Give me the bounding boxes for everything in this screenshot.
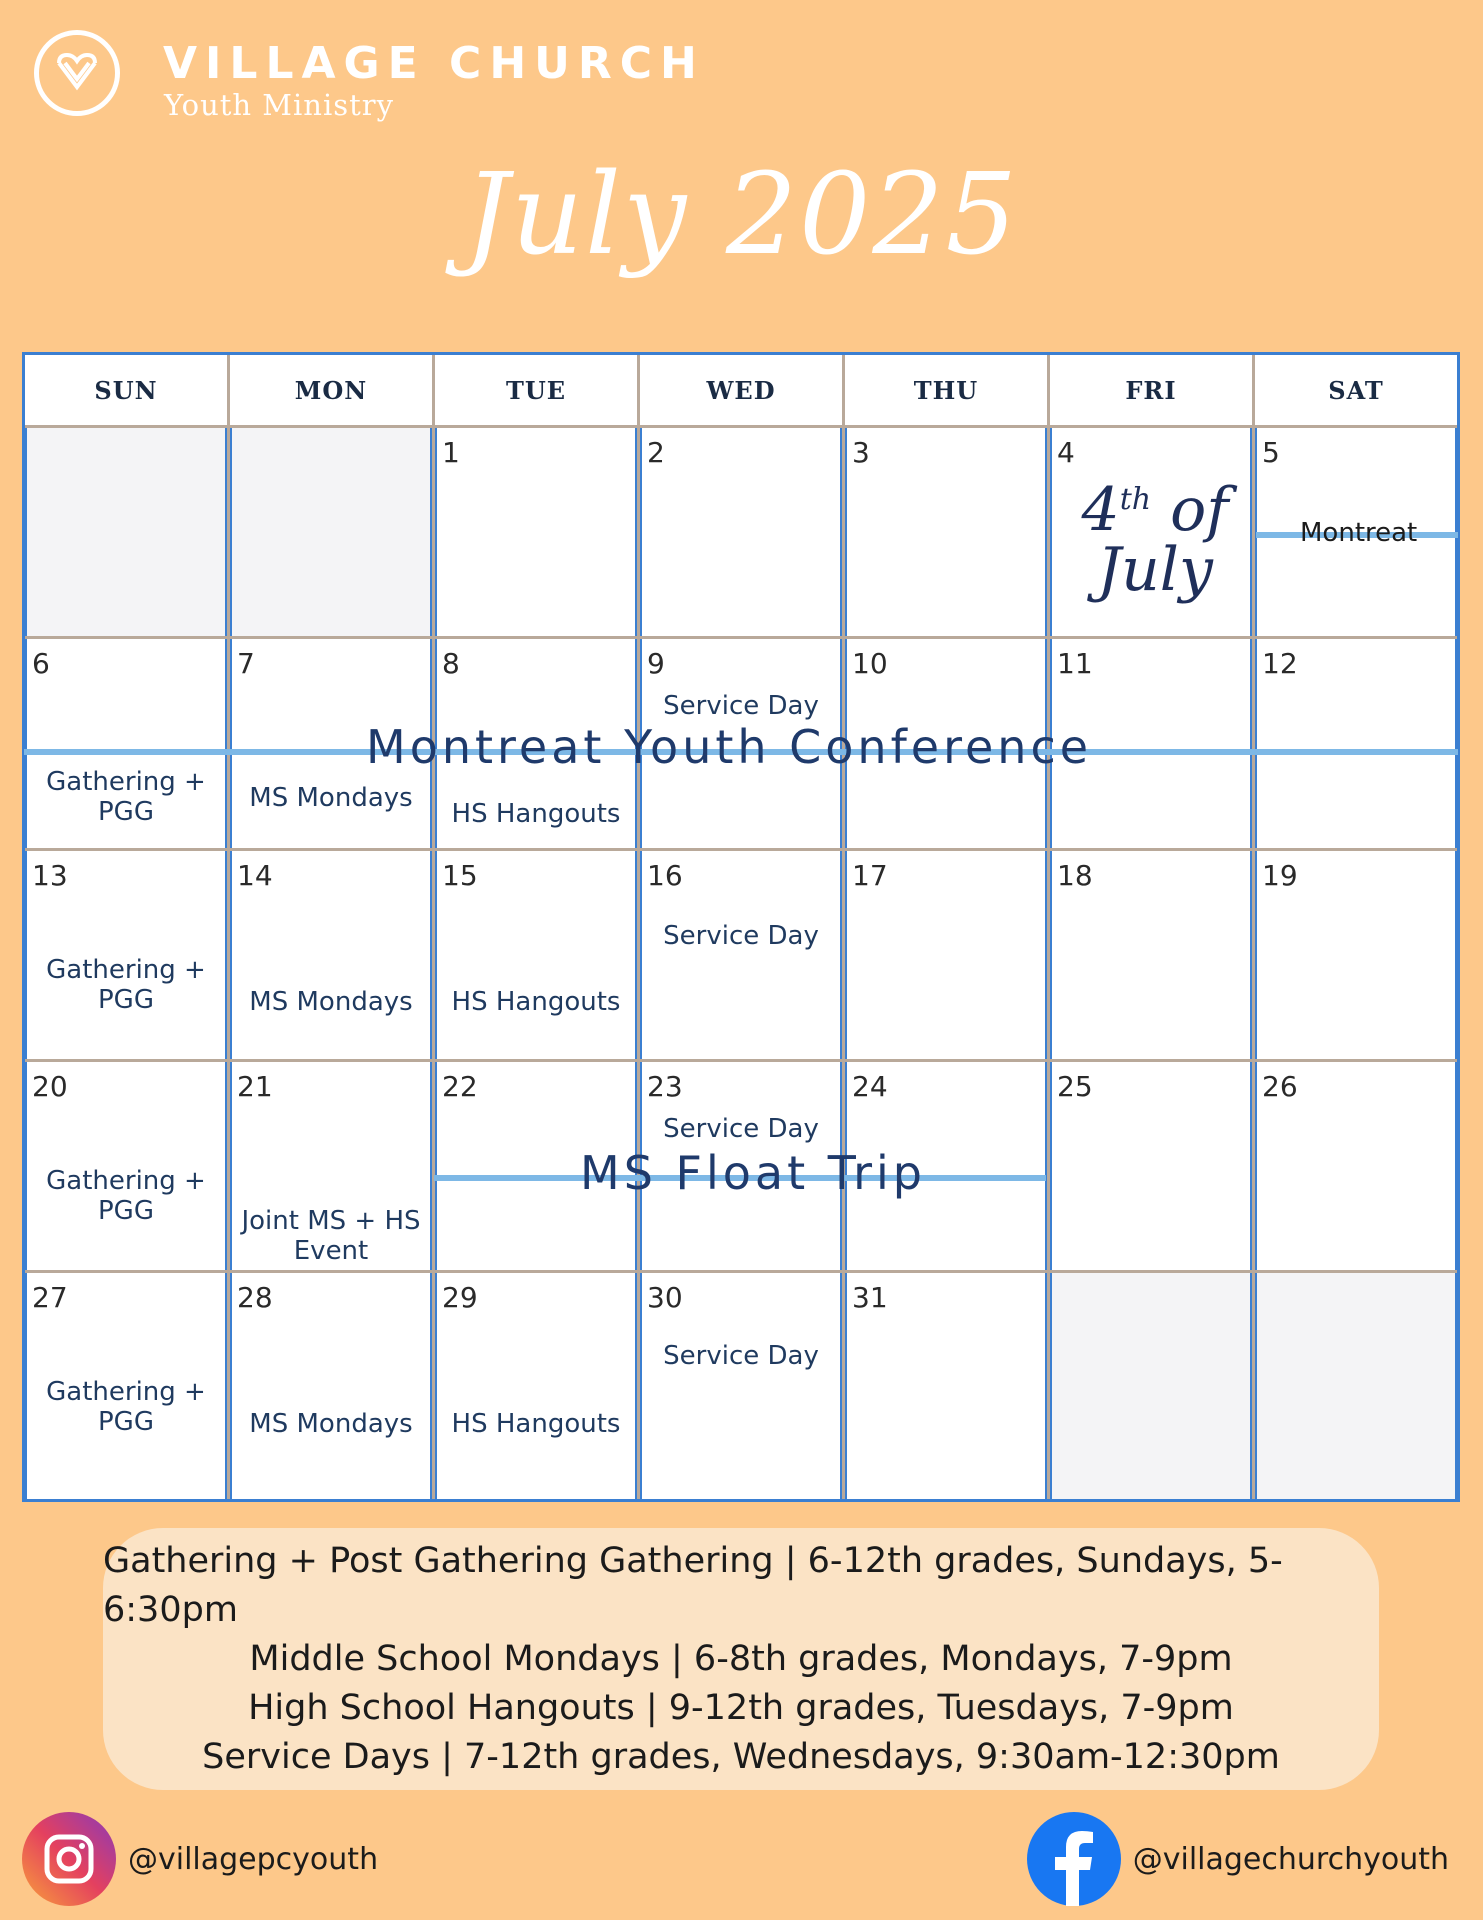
- weekday-header: TUE: [435, 355, 637, 425]
- fourth-month: July: [1097, 535, 1213, 605]
- day-number: 13: [32, 858, 68, 892]
- event-float-trip: MS Float Trip: [580, 1146, 926, 1200]
- calendar-cell: [230, 851, 432, 1059]
- fourth-number: 4: [1081, 475, 1120, 545]
- calendar-cell-empty: [1255, 1273, 1457, 1499]
- day-number: 28: [237, 1281, 273, 1314]
- instagram-link[interactable]: [22, 1812, 390, 1906]
- day-number: 29: [442, 1281, 478, 1314]
- calendar-cell: [1255, 1062, 1457, 1270]
- day-number: 5: [1262, 436, 1280, 469]
- brand-name: VILLAGE CHURCH: [163, 38, 705, 89]
- event-service-day: Service Day: [663, 1113, 819, 1144]
- calendar-cell: [845, 1273, 1047, 1499]
- calendar-cell-empty: [25, 428, 227, 636]
- day-number: 11: [1057, 647, 1093, 681]
- legend-line: Gathering + Post Gathering Gathering | 6-12th grades, Sundays, 5-6:30pm: [103, 1540, 1283, 1630]
- weekday-header: SUN: [25, 355, 227, 425]
- event-joint: Joint MS + HS Event: [241, 1205, 421, 1266]
- calendar-cell: [1050, 851, 1252, 1059]
- weekday-header: SAT: [1255, 355, 1457, 425]
- calendar-cell: [435, 1273, 637, 1499]
- day-number: 19: [1262, 858, 1298, 892]
- calendar-cell: [25, 639, 227, 847]
- fourth-of: of: [1151, 475, 1229, 545]
- weekday-header: WED: [640, 355, 842, 425]
- facebook-icon: [1027, 1812, 1121, 1906]
- instagram-handle[interactable]: @villagepcyouth: [128, 1841, 379, 1877]
- day-number: 1: [442, 436, 460, 469]
- day-number: 16: [647, 858, 683, 892]
- event-service-day: Service Day: [663, 920, 819, 951]
- calendar-cell: [1050, 1062, 1252, 1270]
- calendar-cell: [435, 428, 637, 636]
- day-number: 26: [1262, 1069, 1298, 1103]
- weekday-header: FRI: [1050, 355, 1252, 425]
- calendar-cell: [230, 1273, 432, 1499]
- day-number: 6: [32, 647, 50, 681]
- fourth-of-july-label: [1080, 470, 1230, 605]
- calendar-cell: [1255, 639, 1457, 847]
- day-number: 21: [237, 1069, 273, 1103]
- facebook-handle[interactable]: @villagechurchyouth: [1132, 1841, 1449, 1877]
- day-number: 15: [442, 858, 478, 892]
- day-number: 18: [1057, 858, 1093, 892]
- event-hs-hangouts: HS Hangouts: [451, 799, 621, 830]
- day-number: 25: [1057, 1069, 1093, 1103]
- event-service-day: Service Day: [663, 691, 819, 722]
- calendar-cell: [25, 851, 227, 1059]
- calendar-cell: [640, 1273, 842, 1499]
- calendar-cell: [640, 851, 842, 1059]
- event-service-day: Service Day: [663, 1341, 819, 1371]
- day-number: 14: [237, 858, 273, 892]
- day-number: 8: [442, 647, 460, 681]
- legend-line: High School Hangouts | 9-12th grades, Tuesdays, 7-9pm: [248, 1687, 1234, 1728]
- event-ms-mondays: MS Mondays: [249, 1409, 413, 1439]
- legend-line: Middle School Mondays | 6-8th grades, Mondays, 7-9pm: [249, 1638, 1233, 1679]
- calendar-cell: [25, 1062, 227, 1270]
- event-gathering: Gathering + PGG: [46, 1377, 206, 1437]
- instagram-icon: [22, 1812, 116, 1906]
- event-ms-mondays: MS Mondays: [249, 986, 413, 1017]
- page-title: July 2025: [464, 150, 1019, 280]
- day-number: 4: [1057, 436, 1075, 469]
- calendar-cell: [845, 851, 1047, 1059]
- calendar-cell: [25, 1273, 227, 1499]
- day-number: 23: [647, 1069, 683, 1103]
- day-number: 20: [32, 1069, 68, 1103]
- calendar-cell: [845, 428, 1047, 636]
- day-number: 10: [852, 647, 888, 681]
- event-ms-mondays: MS Mondays: [249, 783, 413, 814]
- event-gathering: Gathering + PGG: [46, 767, 206, 828]
- day-number: 22: [442, 1069, 478, 1103]
- event-gathering: Gathering + PGG: [46, 1165, 206, 1226]
- day-number: 31: [852, 1281, 888, 1314]
- weekday-header: MON: [230, 355, 432, 425]
- calendar-cell: [640, 428, 842, 636]
- event-hs-hangouts: HS Hangouts: [451, 986, 621, 1017]
- logo-heart-icon: [34, 30, 120, 116]
- calendar-cell-empty: [230, 428, 432, 636]
- schedule-legend: [103, 1528, 1379, 1790]
- day-number: 24: [852, 1069, 888, 1103]
- weekday-header: THU: [845, 355, 1047, 425]
- day-number: 27: [32, 1281, 68, 1314]
- event-gathering: Gathering + PGG: [46, 954, 206, 1015]
- calendar-grid: [22, 352, 1460, 1502]
- event-hs-hangouts: HS Hangouts: [451, 1409, 621, 1439]
- day-number: 3: [852, 436, 870, 469]
- legend-line: Service Days | 7-12th grades, Wednesdays, 9:30am-12:30pm: [202, 1736, 1280, 1777]
- facebook-link[interactable]: [1027, 1812, 1461, 1906]
- day-number: 7: [237, 647, 255, 681]
- calendar-cell-empty: [1050, 1273, 1252, 1499]
- day-number: 9: [647, 647, 665, 681]
- calendar-cell: [435, 851, 637, 1059]
- day-number: 17: [852, 858, 888, 892]
- brand-subtitle: Youth Ministry: [164, 88, 395, 122]
- calendar-cell: [1255, 851, 1457, 1059]
- day-number: 2: [647, 436, 665, 469]
- day-number: 12: [1262, 647, 1298, 681]
- event-montreat: Montreat: [1300, 518, 1418, 548]
- fourth-suffix: th: [1119, 482, 1152, 517]
- day-number: 30: [647, 1281, 683, 1314]
- calendar-cell: [230, 1062, 432, 1270]
- event-montreat-conference: Montreat Youth Conference: [366, 720, 1093, 774]
